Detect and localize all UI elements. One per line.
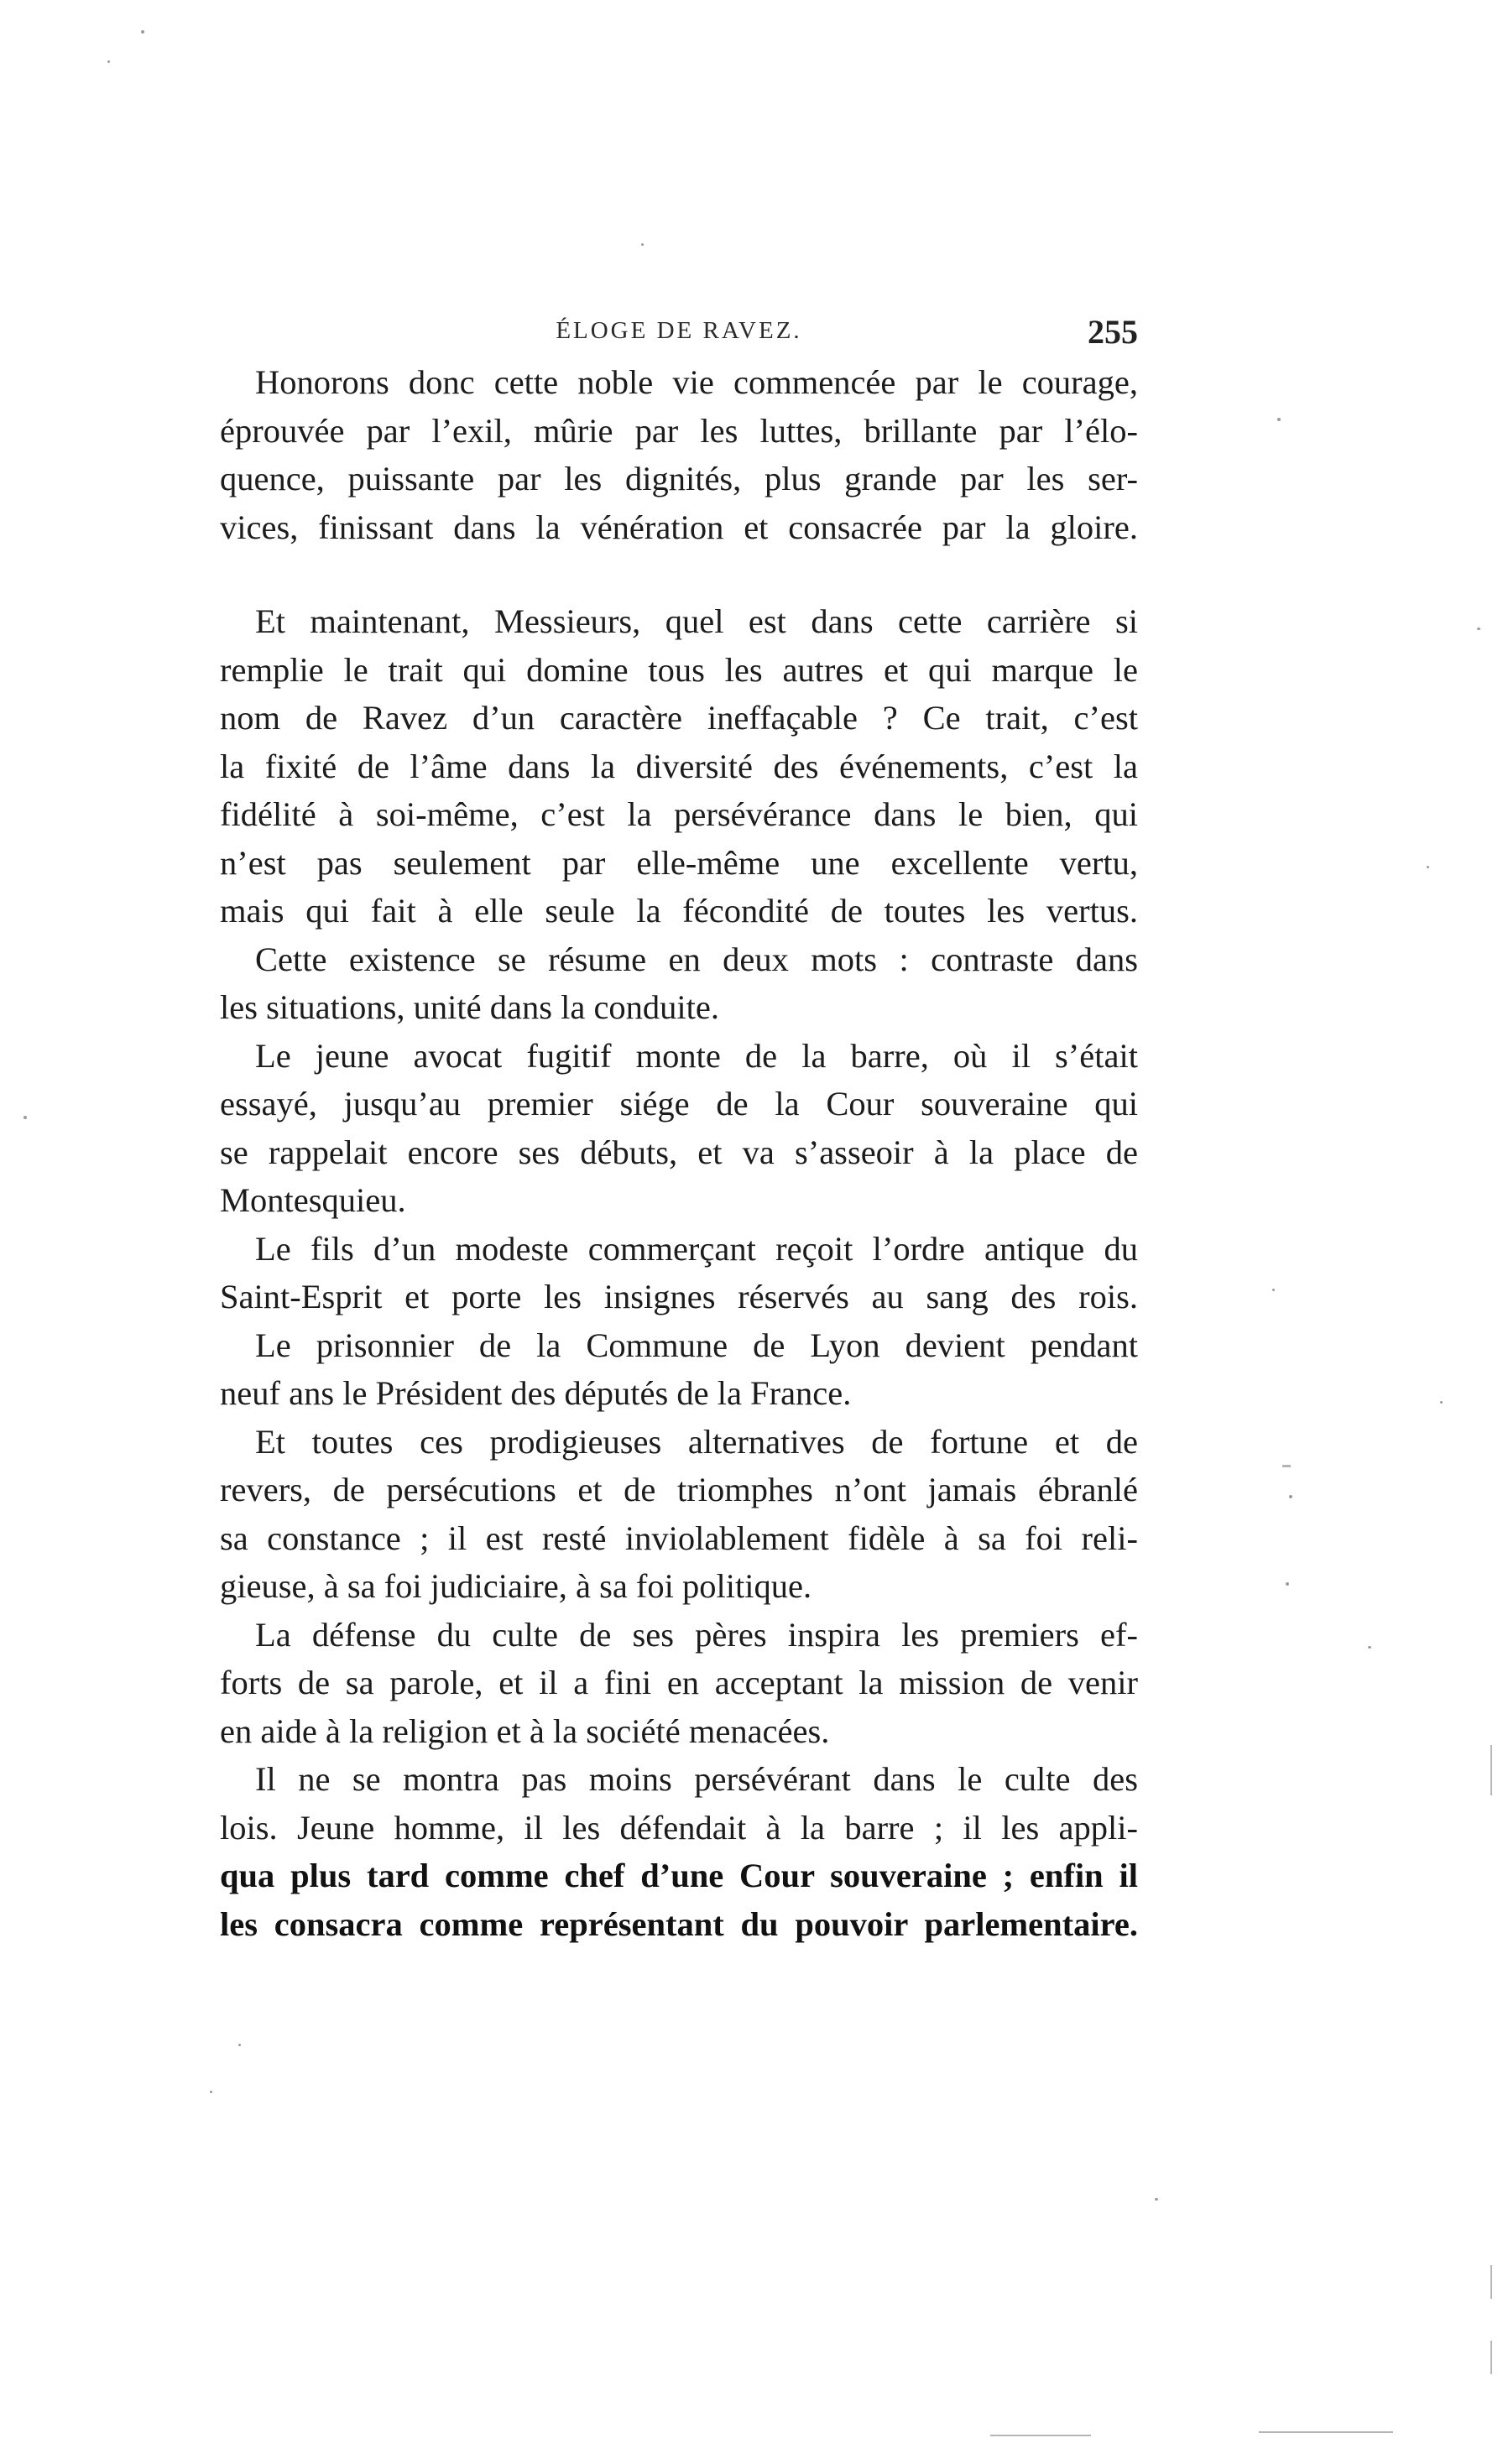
text-line: Il ne se montra pas moins persévérant dans le culte des xyxy=(255,1760,1138,1798)
scan-speck xyxy=(1427,866,1429,868)
text-line: vices, finissant dans la vénération et consacrée par la gloire. xyxy=(220,508,1138,546)
margin-mark xyxy=(1259,2431,1393,2433)
text-line: lois. Jeune homme, il les défendait à la barre ; il les appli- xyxy=(220,1808,1138,1847)
margin-mark xyxy=(990,2435,1091,2436)
text-line: Le fils d’un modeste commerçant reçoit l’ordre antique du xyxy=(255,1229,1138,1268)
text-line: nom de Ravez d’un caractère ineffaçable ? Ce trait, c’est xyxy=(220,699,1138,737)
text-line: Le jeune avocat fugitif monte de la barre, où il s’était xyxy=(255,1036,1138,1075)
scan-speck xyxy=(23,1116,27,1119)
scan-speck xyxy=(1272,1289,1275,1291)
scan-speck xyxy=(238,2044,241,2046)
scan-speck xyxy=(1477,628,1480,630)
text-line: se rappelait encore ses débuts, et va s’asseoir à la place de xyxy=(220,1133,1138,1171)
text-line: Le prisonnier de la Commune de Lyon devient pendant xyxy=(255,1326,1138,1364)
text-line: Saint-Esprit et porte les insignes réservés au sang des rois. xyxy=(220,1278,1138,1315)
scan-speck xyxy=(1289,1495,1292,1498)
margin-mark xyxy=(1282,1465,1291,1467)
text-line: n’est pas seulement par elle-même une excellente vertu, xyxy=(220,843,1138,882)
text-line: la fixité de l’âme dans la diversité des événements, c’est la xyxy=(220,747,1138,785)
scan-speck xyxy=(141,30,144,34)
margin-mark xyxy=(1490,2265,1492,2299)
text-line: La défense du culte de ses pères inspira les premiers ef- xyxy=(255,1615,1138,1654)
text-line: éprouvée par l’exil, mûrie par les luttes, brillante par l’élo- xyxy=(220,411,1138,450)
text-line: les consacra comme représentant du pouvoir parlementaire. xyxy=(220,1904,1138,1943)
text-line: essayé, jusqu’au premier siége de la Cour souveraine qui xyxy=(220,1085,1138,1123)
scan-speck xyxy=(107,60,110,63)
text-line: forts de sa parole, et il a fini en acceptant la mission de venir xyxy=(220,1664,1138,1701)
scan-speck xyxy=(1286,1582,1289,1586)
text-line: qua plus tard comme chef d’une Cour souveraine ; enfin il xyxy=(220,1857,1138,1894)
text-line: quence, puissante par les dignités, plus grande par les ser- xyxy=(220,460,1138,497)
text-line: neuf ans le Président des députés de la France. xyxy=(220,1374,852,1412)
scan-speck xyxy=(210,2091,212,2093)
text-line: Et toutes ces prodigieuses alternatives de fortune et de xyxy=(255,1422,1138,1461)
margin-mark xyxy=(1490,2341,1492,2374)
text-line: sa constance ; il est resté inviolablement fidèle à sa foi reli- xyxy=(220,1519,1138,1557)
text-line: en aide à la religion et à la société menacées. xyxy=(220,1711,830,1750)
text-line: Cette existence se résume en deux mots : contraste dans xyxy=(255,940,1138,978)
scan-speck xyxy=(1277,418,1281,421)
scan-speck xyxy=(641,243,644,246)
running-head xyxy=(220,312,1138,354)
text-line: mais qui fait à elle seule la fécondité de toutes les vertus. xyxy=(220,892,1138,930)
text-line: Montesquieu. xyxy=(220,1181,406,1219)
page-number: 255 xyxy=(1088,313,1138,351)
scan-speck xyxy=(1155,2198,1158,2201)
body-text xyxy=(220,358,1138,1948)
scan-speck xyxy=(1368,1646,1371,1649)
text-line: Honorons donc cette noble vie commencée par le courage, xyxy=(255,363,1138,401)
text-line: gieuse, à sa foi judiciaire, à sa foi politique. xyxy=(220,1567,812,1605)
text-line: revers, de persécutions et de triomphes n’ont jamais ébranlé xyxy=(220,1471,1138,1508)
running-title: ÉLOGE DE RAVEZ. xyxy=(556,317,802,344)
text-line: remplie le trait qui domine tous les autres et qui marque le xyxy=(220,650,1138,689)
margin-mark xyxy=(1490,1745,1492,1795)
text-line: Et maintenant, Messieurs, quel est dans cette carrière si xyxy=(255,602,1138,640)
text-line: fidélité à soi-même, c’est la persévérance dans le bien, qui xyxy=(220,795,1138,833)
scan-speck xyxy=(1440,1401,1443,1404)
text-line: les situations, unité dans la conduite. xyxy=(220,988,720,1026)
